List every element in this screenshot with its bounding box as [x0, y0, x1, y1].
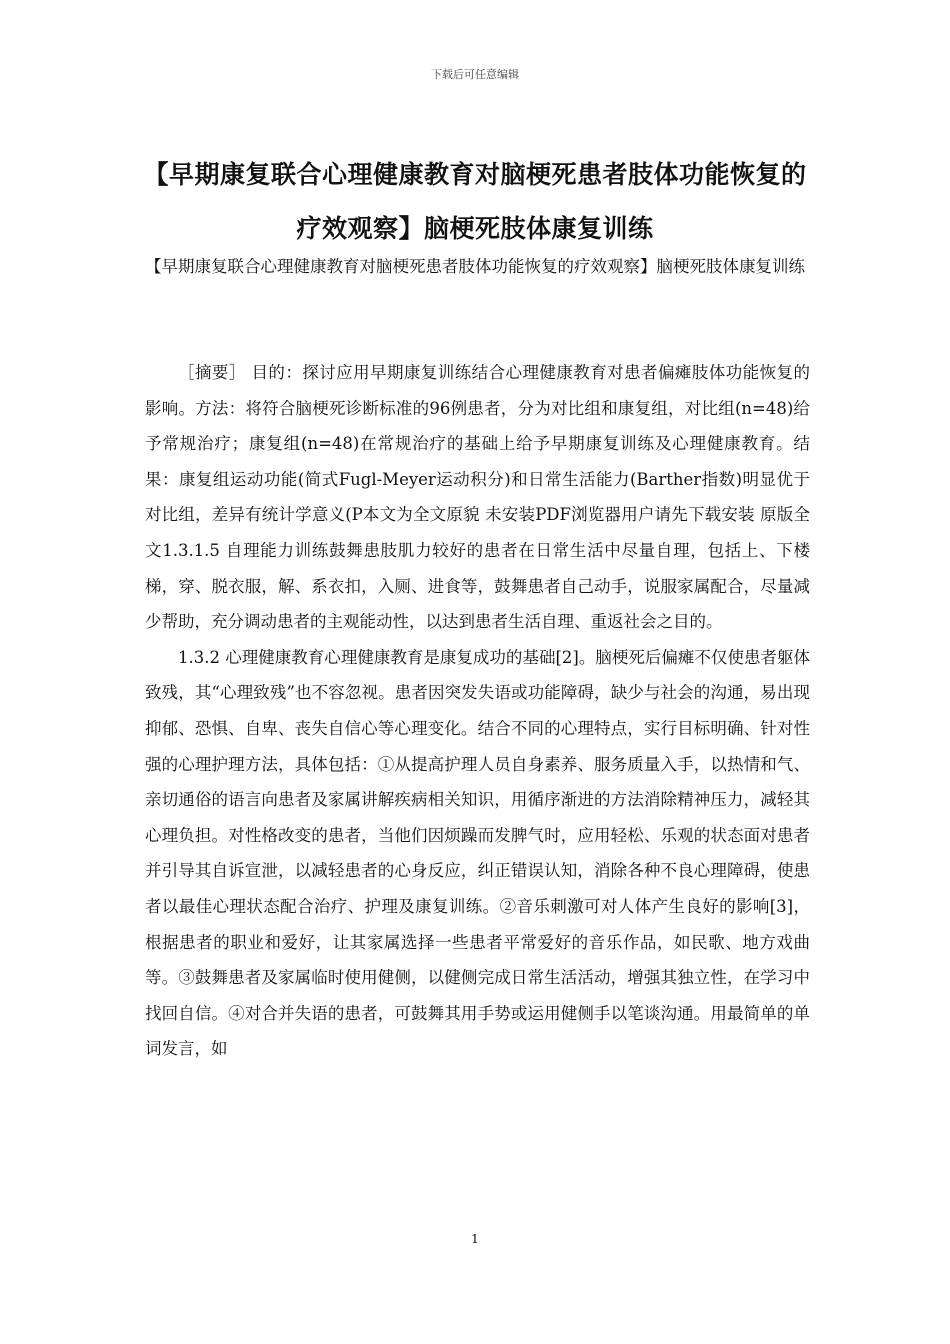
document-body [145, 355, 810, 1067]
document-title: 【早期康复联合心理健康教育对脑梗死患者肢体功能恢复的疗效观察】脑梗死肢体康复训练 [143, 160, 807, 243]
psychology-paragraph: 1.3.2 心理健康教育心理健康教育是康复成功的基础[2]。脑梗死后偏瘫不仅使患者躯体致残，其“心理致残”也不容忽视。患者因突发失语或功能障碍，缺少与社会的沟通，易出现抑郁、恐惧、自卑、丧失自信心等心理变化。结合不同的心理特点，实行目标明确、针对性强的心理护理方法，具体包括：①从提高护理人员自身素养、服务质量入手，以热情和气、亲切通俗的语言向患者及家属讲解疾病相关知识，用循序渐进的方法消除精神压力，减轻其心理负担。对性格改变的患者，当他们因烦躁而发脾气时，应用轻松、乐观的状态面对患者并引导其自诉宣泄，以减轻患者的心身反应，纠正错误认知，消除各种不良心理障碍，使患者以最佳心理状态配合治疗、护理及康复训练。②音乐刺激可对人体产生良好的影响[3]，根据患者的职业和爱好，让其家属选择一些患者平常爱好的音乐作品，如民歌、地方戏曲等。③鼓舞患者及家属临时使用健侧，以健侧完成日常生活活动，增强其独立性，在学习中找回自信。④对合并失语的患者，可鼓舞其用手势或运用健侧手以笔谈沟通。用最简单的单词发言，如 [145, 647, 810, 1059]
page-number: 1 [471, 1232, 479, 1246]
header-note: 下载后可任意编辑 [431, 68, 519, 81]
document-subtitle: 【早期康复联合心理健康教育对脑梗死患者肢体功能恢复的疗效观察】脑梗死肢体康复训练 [145, 257, 805, 276]
abstract-paragraph: ［摘要］ 目的：探讨应用早期康复训练结合心理健康教育对患者偏瘫肢体功能恢复的影响。方法：将符合脑梗死诊断标准的96例患者，分为对比组和康复组，对比组(n=48)给予常规治疗；康复组(n=48)在常规治疗的基础上给予早期康复训练及心理健康教育。结果：康复组运动功能(简式Fugl-Meyer运动积分)和日常生活能力(Barther指数)明显优于对比组，差异有统计学意义(P本文为全文原貌 未安装PDF浏览器用户请先下载安装 原版全文1.3.1.5 自理能力训练鼓舞患肢肌力较好的患者在日常生活中尽量自理，包括上、下楼梯，穿、脱衣服，解、系衣扣，入厕、进食等，鼓舞患者自己动手，说服家属配合，尽量减少帮助，充分调动患者的主观能动性，以达到患者生活自理、重返社会之目的。 [145, 363, 810, 632]
